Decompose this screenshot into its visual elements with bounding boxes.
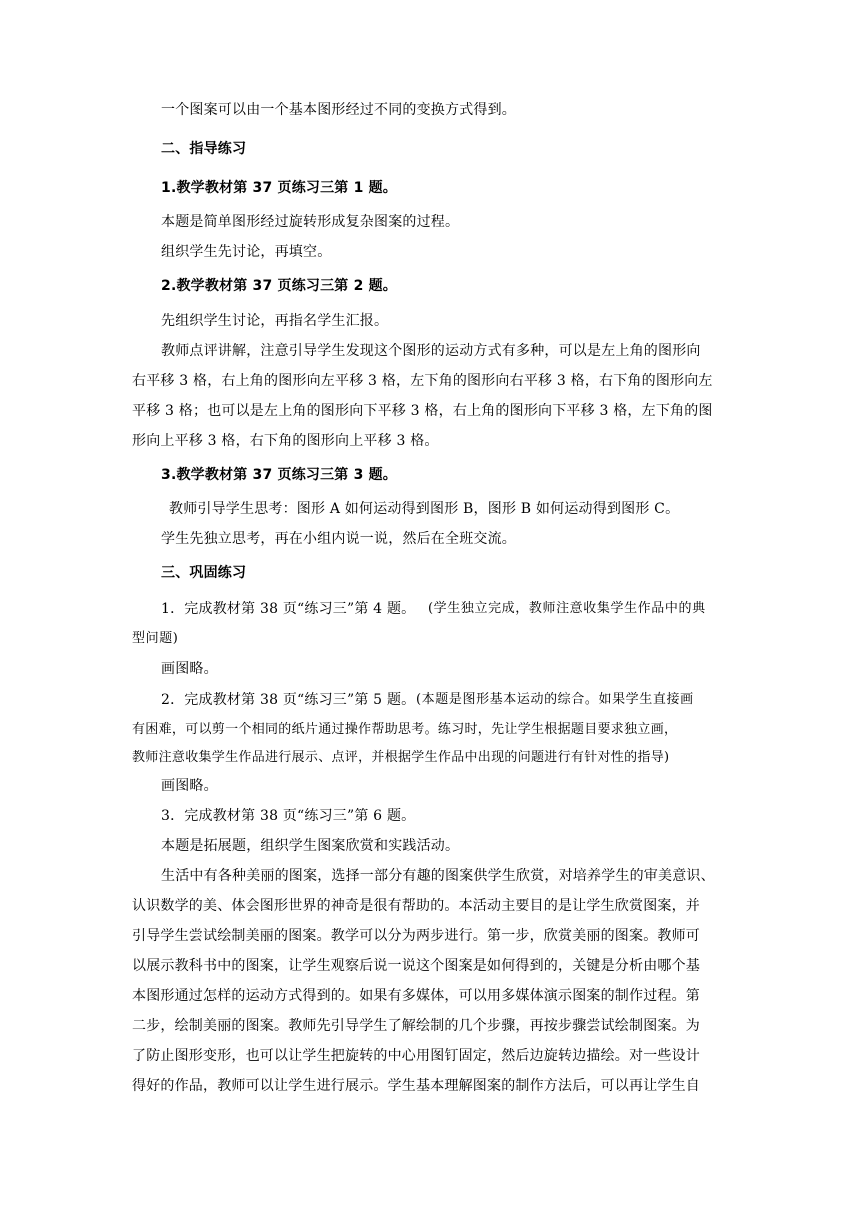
exercise-title: 3.教学教材第 37 页练习三第 3 题。 — [161, 467, 397, 483]
teacher-note: (学生独立完成，教师注意收集学生作品中的典 — [428, 601, 706, 616]
paragraph-line: 右平移 3 格，右上角的图形向左平移 3 格，左下角的图形向右平移 3 格，右下角的图形向左 — [132, 373, 713, 389]
paragraph-line: 引导学生尝试绘制美丽的图案。教学可以分为两步进行。第一步，欣赏美丽的图案。教师可 — [132, 928, 700, 944]
teacher-note: (本题是图形基本运动的综合。如果学生直接画 — [416, 692, 694, 707]
section-heading: 二、指导练习 — [161, 141, 247, 157]
teacher-note: 教师注意收集学生作品进行展示、点评，并根据学生作品中出现的问题进行有针对性的指导) — [132, 750, 670, 765]
paragraph-line: 平移 3 格；也可以是左上角的图形向下平移 3 格，右上角的图形向下平移 3 格，左下角的图 — [132, 403, 713, 419]
paragraph-line: 2．完成教材第 38 页“练习三”第 5 题。 — [161, 692, 416, 708]
paragraph-line: 形向上平移 3 格，右下角的图形向上平移 3 格。 — [132, 433, 439, 449]
paragraph-line: 以展示教科书中的图案，让学生观察后说一说这个图案是如何得到的，关键是分析由哪个基 — [132, 958, 700, 974]
teacher-note: 型问题) — [132, 631, 179, 646]
paragraph-line: 画图略。 — [161, 778, 218, 794]
paragraph-line: 教师引导学生思考：图形 A 如何运动得到图形 B，图形 B 如何运动得到图形 C。 — [169, 501, 680, 517]
exercise-title: 2.教学教材第 37 页练习三第 2 题。 — [161, 278, 397, 294]
paragraph-line: 二步，绘制美丽的图案。教师先引导学生了解绘制的几个步骤，再按步骤尝试绘制图案。为 — [132, 1018, 700, 1034]
paragraph-line: 组织学生先讨论，再填空。 — [161, 244, 332, 260]
section-heading: 三、巩固练习 — [161, 565, 247, 581]
paragraph-line: 了防止图形变形，也可以让学生把旋转的中心用图钉固定，然后边旋转边描绘。对一些设计 — [132, 1048, 700, 1064]
paragraph-line: 一个图案可以由一个基本图形经过不同的变换方式得到。 — [161, 102, 516, 118]
paragraph-line: 1．完成教材第 38 页“练习三”第 4 题。 — [161, 601, 416, 617]
paragraph-line: 3．完成教材第 38 页“练习三”第 6 题。 — [161, 808, 416, 824]
exercise-title: 1.教学教材第 37 页练习三第 1 题。 — [161, 180, 397, 196]
paragraph-line: 认识数学的美、体会图形世界的神奇是很有帮助的。本活动主要目的是让学生欣赏图案，并 — [132, 898, 700, 914]
paragraph-line: 本图形通过怎样的运动方式得到的。如果有多媒体，可以用多媒体演示图案的制作过程。第 — [132, 988, 700, 1004]
paragraph-line: 本题是拓展题，组织学生图案欣赏和实践活动。 — [161, 838, 460, 854]
paragraph-line: 先组织学生讨论，再指名学生汇报。 — [161, 313, 389, 329]
teacher-note: 有困难，可以剪一个相同的纸片通过操作帮助思考。练习时，先让学生根据题目要求独立画， — [132, 722, 678, 737]
paragraph-line: 得好的作品，教师可以让学生进行展示。学生基本理解图案的制作方法后，可以再让学生自 — [132, 1078, 700, 1094]
paragraph-line: 生活中有各种美丽的图案，选择一部分有趣的图案供学生欣赏，对培养学生的审美意识、 — [161, 868, 715, 884]
paragraph-line: 教师点评讲解，注意引导学生发现这个图形的运动方式有多种，可以是左上角的图形向 — [161, 343, 701, 359]
paragraph-line: 本题是简单图形经过旋转形成复杂图案的过程。 — [161, 214, 460, 230]
paragraph-line: 画图略。 — [161, 661, 218, 677]
paragraph-line: 学生先独立思考，再在小组内说一说，然后在全班交流。 — [161, 531, 516, 547]
